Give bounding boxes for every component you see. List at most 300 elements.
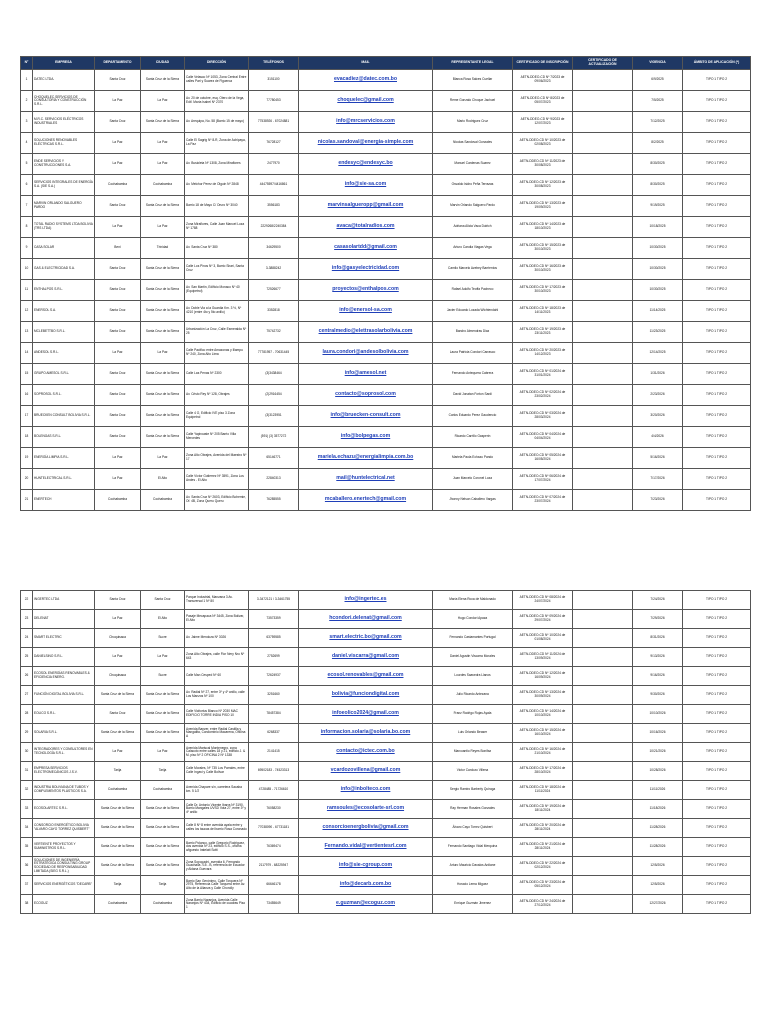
application-scope: TIPO 1 TIPO 2 bbox=[683, 895, 751, 914]
validity-date: 8/31/2026 bbox=[633, 629, 683, 648]
company-name: SERVICIOS INTEGRALES DE ENERGÍA S.A. (SIE S.A.) bbox=[33, 175, 95, 196]
row-number: 14 bbox=[21, 343, 33, 364]
header-cell: CERTIFICADO DE INSCRIPCIÓN bbox=[513, 57, 573, 70]
legal-representative: Ricardo Carrillo Gasperin bbox=[433, 427, 513, 448]
company-name: SOLUCIONES RENOVABLES ELÉCTRICAS S.R.L. bbox=[33, 133, 95, 154]
legal-representative: Lourdes Saavedra Llanos bbox=[433, 667, 513, 686]
address: Avenida Mariscal Montenegro, zona Calacoto entre calles 18 y 21, edificio J. & M. piso Nº 2 OFICINA 2 Nº 1338 bbox=[185, 743, 249, 762]
city: Santa Cruz de la Sierra bbox=[141, 838, 185, 857]
phones: 3556183 bbox=[249, 196, 299, 217]
phones: 78457384 bbox=[249, 705, 299, 724]
city: La Paz bbox=[141, 448, 185, 469]
application-scope: TIPO 1 TIPO 2 bbox=[683, 705, 751, 724]
company-name: ENERSOL S.A. bbox=[33, 301, 95, 322]
company-name: ECOSOLARTEC S.R.L. bbox=[33, 800, 95, 819]
address: Urbanización La Cruz, Calle Esmeralda Nº 25 bbox=[185, 322, 249, 343]
table-row bbox=[21, 406, 751, 427]
company-name: TOTAL RADIO SYSTEMS LTDA BOLIVIA (TRS LTDA) bbox=[33, 217, 95, 238]
table-body bbox=[21, 70, 751, 511]
validity-date: 4/4/2026 bbox=[633, 427, 683, 448]
legal-representative: Julio Ricardo Antezana bbox=[433, 686, 513, 705]
registration-certificate: AETN-DDEO-CD Nº 08/2024 de 24/07/2024 bbox=[513, 591, 573, 610]
legal-representative: Javier Eduardo Lozada Wichtendahl bbox=[433, 301, 513, 322]
registration-certificate: AETN-DDEO-CD Nº 06/2024 de 17/07/2024 bbox=[513, 469, 573, 490]
legal-representative: Carlos Eduardo Perez Gaudencio bbox=[433, 406, 513, 427]
email-link[interactable]: ecosol.renovables@gmail.com bbox=[299, 667, 433, 686]
update-certificate bbox=[573, 217, 633, 238]
update-certificate bbox=[573, 112, 633, 133]
table-row bbox=[21, 610, 751, 629]
update-certificate bbox=[573, 838, 633, 857]
email-link[interactable]: info@gasyelectricidad.com bbox=[299, 259, 433, 280]
company-name: INGERTEC LTDA bbox=[33, 591, 95, 610]
city: Santa Cruz de la Sierra bbox=[141, 322, 185, 343]
update-certificate bbox=[573, 800, 633, 819]
application-scope: TIPO 1 TIPO 2 bbox=[683, 591, 751, 610]
row-number: 11 bbox=[21, 280, 33, 301]
row-number: 18 bbox=[21, 427, 33, 448]
validity-date: 11/18/2026 bbox=[633, 800, 683, 819]
phones: 3251660 bbox=[249, 686, 299, 705]
phones: 2752699 bbox=[249, 648, 299, 667]
phones: 4728485 - 71726610 bbox=[249, 781, 299, 800]
validity-date: 8/30/2025 bbox=[633, 175, 683, 196]
phones: 77780453 bbox=[249, 91, 299, 112]
row-number: 16 bbox=[21, 385, 33, 406]
city: Santa Cruz de la Sierra bbox=[141, 406, 185, 427]
row-number: 5 bbox=[21, 154, 33, 175]
address: Barrio 18 de Mayo C/ Oruro Nº 3040 bbox=[185, 196, 249, 217]
table-row bbox=[21, 448, 751, 469]
update-certificate bbox=[573, 406, 633, 427]
email-link[interactable]: choquelec@gmail.com bbox=[299, 91, 433, 112]
company-name: DATEC LTDA. bbox=[33, 70, 95, 91]
header-cell: EMPRESA bbox=[33, 57, 95, 70]
row-number: 32 bbox=[21, 781, 33, 800]
validity-date: 12/5/2026 bbox=[633, 857, 683, 876]
phones: (2)2916454 bbox=[249, 385, 299, 406]
legal-representative: Rafael Adolfo Teoffa Pacheco bbox=[433, 280, 513, 301]
address: Zona Sopocachi, avenida 6, Fernando Guachalla 715 - B, referencia de Ecuador y Aldana Guevara bbox=[185, 857, 249, 876]
registration-certificate: AETN-DDEO-CD Nº 07/2024 de 23/07/2024 bbox=[513, 490, 573, 511]
email-link[interactable]: mail@huntelectrical.net bbox=[299, 469, 433, 490]
registration-certificate: AETN-DDEO-CD Nº 9/2023 de 12/07/2023 bbox=[513, 112, 573, 133]
validity-date: 5/16/2026 bbox=[633, 448, 683, 469]
table-row bbox=[21, 322, 751, 343]
department: La Paz bbox=[95, 217, 141, 238]
city: El Alto bbox=[141, 469, 185, 490]
email-link[interactable]: avaca@totalradios.com bbox=[299, 217, 433, 238]
phones: 73573359 bbox=[249, 610, 299, 629]
validity-date: 7/17/2026 bbox=[633, 469, 683, 490]
email-link[interactable]: nicolas.sandoval@energia-simple.com bbox=[299, 133, 433, 154]
email-link[interactable]: contacto@ictec.com.bo bbox=[299, 743, 433, 762]
registration-certificate: AETN-DDEO-CD Nº 05/2024 de 16/05/2024 bbox=[513, 448, 573, 469]
application-scope: TIPO 1 TIPO 2 bbox=[683, 629, 751, 648]
address: Avenida Banzer, entre Radial Castilla y Mangalita, Condominio Macarena, Oficina A bbox=[185, 724, 249, 743]
legal-representative: Arturo Mauricio Davalos Ardiane bbox=[433, 857, 513, 876]
department: Santa Cruz bbox=[95, 705, 141, 724]
registration-certificate: AETN-DDEO-CD Nº 03/2024 de 28/03/2024 bbox=[513, 406, 573, 427]
row-number: 36 bbox=[21, 857, 33, 876]
table-row bbox=[21, 175, 751, 196]
registry-table-section-2 bbox=[20, 590, 751, 914]
department: Santa Cruz bbox=[95, 70, 141, 91]
update-certificate bbox=[573, 686, 633, 705]
row-number: 30 bbox=[21, 743, 33, 762]
table-row bbox=[21, 343, 751, 364]
phones: (3)3123951 bbox=[249, 406, 299, 427]
city: Santa Cruz de la Sierra bbox=[141, 259, 185, 280]
email-link[interactable]: consorcioenergbolivia@gmail.com bbox=[299, 819, 433, 838]
email-link[interactable]: smart.electric.bo@gmail.com bbox=[299, 629, 433, 648]
table-row bbox=[21, 591, 751, 610]
application-scope: TIPO 1 TIPO 2 bbox=[683, 490, 751, 511]
validity-date: 11/28/2026 bbox=[633, 819, 683, 838]
department: Tarija bbox=[95, 762, 141, 781]
city: Santa Cruz de la Sierra bbox=[141, 280, 185, 301]
update-certificate bbox=[573, 490, 633, 511]
application-scope: TIPO 1 TIPO 2 bbox=[683, 819, 751, 838]
row-number: 34 bbox=[21, 819, 33, 838]
application-scope: TIPO 1 TIPO 2 bbox=[683, 800, 751, 819]
registration-certificate: AETN-DDEO-CD Nº 19/2024 de 18/11/2024 bbox=[513, 800, 573, 819]
update-certificate bbox=[573, 343, 633, 364]
company-name: MCLEBETTBO S.R.L. bbox=[33, 322, 95, 343]
address: Calle Yapiroaste Nº 205 Barrio Villa Mercedes bbox=[185, 427, 249, 448]
application-scope: TIPO 1 TIPO 2 bbox=[683, 343, 751, 364]
email-link[interactable]: centralmedio@elettrasolarbolivia.com bbox=[299, 322, 433, 343]
application-scope: TIPO 1 TIPO 2 bbox=[683, 238, 751, 259]
department: Santa Cruz bbox=[95, 364, 141, 385]
update-certificate bbox=[573, 385, 633, 406]
registration-certificate: AETN-DDEO-CD Nº 23/2024 de 05/12/2024 bbox=[513, 876, 573, 895]
email-link[interactable]: bolivia@funciondigital.com bbox=[299, 686, 433, 705]
application-scope: TIPO 1 TIPO 2 bbox=[683, 648, 751, 667]
registration-certificate: AETN-DDEO-CD Nº 13/2023 de 19/09/2023 bbox=[513, 196, 573, 217]
legal-representative: María Elena Roca de Maldonado bbox=[433, 591, 513, 610]
row-number: 31 bbox=[21, 762, 33, 781]
table-row bbox=[21, 217, 751, 238]
validity-date: 12/14/2025 bbox=[633, 343, 683, 364]
phones: 75742732 bbox=[249, 322, 299, 343]
registration-certificate: AETN-DDEO-CD Nº 17/2024 de 28/10/2024 bbox=[513, 762, 573, 781]
company-name: EMPRESA SERVICIOS ELECTROMECÁNICOS J.S.V. bbox=[33, 762, 95, 781]
phones: 2229268/2240384 bbox=[249, 217, 299, 238]
legal-representative: Fernando Antequera Cabrera bbox=[433, 364, 513, 385]
city: Trinidad bbox=[141, 238, 185, 259]
validity-date: 2/23/2026 bbox=[633, 385, 683, 406]
email-link[interactable]: infoeolico2024@gmail.com bbox=[299, 705, 433, 724]
validity-date: 10/28/2026 bbox=[633, 762, 683, 781]
row-number: 29 bbox=[21, 724, 33, 743]
email-link[interactable]: marvinsalgueropp@gmail.com bbox=[299, 196, 433, 217]
application-scope: TIPO 1 TIPO 2 bbox=[683, 762, 751, 781]
table-row bbox=[21, 648, 751, 667]
application-scope: TIPO 1 TIPO 2 bbox=[683, 857, 751, 876]
row-number: 15 bbox=[21, 364, 33, 385]
company-name: GAS & ELECTRICIDAD S.A. bbox=[33, 259, 95, 280]
city: La Paz bbox=[141, 648, 185, 667]
table-row bbox=[21, 800, 751, 819]
validity-date: 12/5/2026 bbox=[633, 876, 683, 895]
table-row bbox=[21, 280, 751, 301]
validity-date: 7/12/2025 bbox=[633, 112, 683, 133]
table-row bbox=[21, 301, 751, 322]
update-certificate bbox=[573, 876, 633, 895]
registration-certificate: AETN-DDEO-CD Nº 14/2024 de 10/10/2024 bbox=[513, 705, 573, 724]
validity-date: 7/23/2026 bbox=[633, 490, 683, 511]
validity-date: 10/21/2026 bbox=[633, 743, 683, 762]
phones: 3352818 bbox=[249, 301, 299, 322]
company-name: DANIELSINO S.R.L. bbox=[33, 648, 95, 667]
department: Cochabamba bbox=[95, 490, 141, 511]
validity-date: 8/2/2025 bbox=[633, 133, 683, 154]
application-scope: TIPO 1 TIPO 2 bbox=[683, 217, 751, 238]
phones: 3-3888242 bbox=[249, 259, 299, 280]
city: Santa Cruz de la Sierra bbox=[141, 819, 185, 838]
city: Cochabamba bbox=[141, 781, 185, 800]
email-link[interactable]: info@mrcservicios.com bbox=[299, 112, 433, 133]
address: Av. Cristo Rey Nº 128, Obrajes bbox=[185, 385, 249, 406]
header-cell: MAIL bbox=[299, 57, 433, 70]
company-name: FUNCIÓN DIGITAL BOLIVIA S.R.L. bbox=[33, 686, 95, 705]
email-link[interactable]: info@inbolteco.com bbox=[299, 781, 433, 800]
table-row bbox=[21, 857, 751, 876]
table-row bbox=[21, 112, 751, 133]
application-scope: TIPO 1 TIPO 2 bbox=[683, 112, 751, 133]
email-link[interactable]: daniel.viscarra@gmail.com bbox=[299, 648, 433, 667]
company-name: SOLARIA S.R.L. bbox=[33, 724, 95, 743]
registration-certificate: AETN-DDEO-CD Nº 12/2024 de 16/09/2024 bbox=[513, 667, 573, 686]
email-link[interactable]: info@ingertec.es bbox=[299, 591, 433, 610]
email-link[interactable]: info@sie-cgroup.com bbox=[299, 857, 433, 876]
address: Av. Santa Cruz Nº 2603, Edificio Bohemie, Of. 4B, Zona Queru Queru bbox=[185, 490, 249, 511]
department: Beni bbox=[95, 238, 141, 259]
row-number: 3 bbox=[21, 112, 33, 133]
email-link[interactable]: endesyc@endesyc.bo bbox=[299, 154, 433, 175]
legal-representative: Sergio Ramiro Barberly Quiroga bbox=[433, 781, 513, 800]
registration-certificate: AETN-DDEO-CD Nº 10/2024 de 01/08/2024 bbox=[513, 629, 573, 648]
city: La Paz bbox=[141, 343, 185, 364]
city: Santa Cruz de la Sierra bbox=[141, 70, 185, 91]
email-link[interactable]: e.guzman@ecoguz.com bbox=[299, 895, 433, 914]
application-scope: TIPO 1 TIPO 2 bbox=[683, 70, 751, 91]
application-scope: TIPO 1 TIPO 2 bbox=[683, 469, 751, 490]
city: Tarija bbox=[141, 762, 185, 781]
legal-representative: Reme Gonzalo Choque Jachuel bbox=[433, 91, 513, 112]
registration-certificate: AETN-DDEO-CD Nº 18/2024 de 11/11/2024 bbox=[513, 781, 573, 800]
department: Santa Cruz bbox=[95, 259, 141, 280]
validity-date: 11/14/2025 bbox=[633, 301, 683, 322]
phones: 3151100 bbox=[249, 70, 299, 91]
phones: 34629500 bbox=[249, 238, 299, 259]
email-link[interactable]: info@sie-sa.com bbox=[299, 175, 433, 196]
application-scope: TIPO 1 TIPO 2 bbox=[683, 322, 751, 343]
row-number: 26 bbox=[21, 667, 33, 686]
email-link[interactable]: informacion.solaria@solaria.bo.com bbox=[299, 724, 433, 743]
email-link[interactable]: contacto@soprosol.com bbox=[299, 385, 433, 406]
registration-certificate: AETN-DDEO-CD Nº 13/2024 de 30/09/2024 bbox=[513, 686, 573, 705]
row-number: 13 bbox=[21, 322, 33, 343]
email-link[interactable]: laura.condori@andesolbolivia.com bbox=[299, 343, 433, 364]
header-cell: CIUDAD bbox=[141, 57, 185, 70]
email-link[interactable]: info@decarb.com.bo bbox=[299, 876, 433, 895]
phones: 2117979 - 68225947 bbox=[249, 857, 299, 876]
address: Calle Man Cesped Nº 60 bbox=[185, 667, 249, 686]
application-scope: TIPO 1 TIPO 2 bbox=[683, 175, 751, 196]
update-certificate bbox=[573, 238, 633, 259]
header-cell: N° bbox=[21, 57, 33, 70]
department: La Paz bbox=[95, 469, 141, 490]
email-link[interactable]: Fernando.vidal@vertientesrl.com bbox=[299, 838, 433, 857]
validity-date: 9/30/2026 bbox=[633, 686, 683, 705]
validity-date: 10/30/2025 bbox=[633, 280, 683, 301]
email-link[interactable]: info@bruecken-consult.com bbox=[299, 406, 433, 427]
phones: 63759585 bbox=[249, 629, 299, 648]
update-certificate bbox=[573, 648, 633, 667]
application-scope: TIPO 1 TIPO 2 bbox=[683, 259, 751, 280]
phones: 77781957 - 70631445 bbox=[249, 343, 299, 364]
registration-certificate: AETN-DDEO-CD Nº 14/2023 de 18/10/2023 bbox=[513, 217, 573, 238]
department: Tarija bbox=[95, 876, 141, 895]
department: Chuquisaca bbox=[95, 667, 141, 686]
row-number: 7 bbox=[21, 196, 33, 217]
department: Cochabamba bbox=[95, 175, 141, 196]
legal-representative: Franz Rodrigo Rojas Ayala bbox=[433, 705, 513, 724]
row-number: 27 bbox=[21, 686, 33, 705]
update-certificate bbox=[573, 133, 633, 154]
validity-date: 6/9/2025 bbox=[633, 70, 683, 91]
department: Cochabamba bbox=[95, 781, 141, 800]
registration-certificate: AETN-DDEO-CD Nº 12/2023 de 30/08/2023 bbox=[513, 175, 573, 196]
address: Calle Víctor Gutierrez Nº 3591, Zona Los Andes - El Alto bbox=[185, 469, 249, 490]
department: Santa Cruz bbox=[95, 385, 141, 406]
update-certificate bbox=[573, 364, 633, 385]
row-number: 12 bbox=[21, 301, 33, 322]
legal-representative: Blanca Rosa Salces Cuellar bbox=[433, 70, 513, 91]
department: La Paz bbox=[95, 154, 141, 175]
validity-date: 1/31/2026 bbox=[633, 364, 683, 385]
validity-date: 9/16/2026 bbox=[633, 667, 683, 686]
city: Santa Cruz de la Sierra bbox=[141, 800, 185, 819]
email-link[interactable]: casasolartdd@gmail.com bbox=[299, 238, 433, 259]
update-certificate bbox=[573, 629, 633, 648]
update-certificate bbox=[573, 610, 633, 629]
update-certificate bbox=[573, 857, 633, 876]
row-number: 33 bbox=[21, 800, 33, 819]
city: La Paz bbox=[141, 217, 185, 238]
registration-certificate: AETN-DDEO-CD Nº 16/2023 de 30/10/2023 bbox=[513, 259, 573, 280]
legal-representative: Bandro Almendras Diaz bbox=[433, 322, 513, 343]
address: Calle Morales, Nº 735 Los Parrales, entre Calle Ingavi y Calle Bolivar bbox=[185, 762, 249, 781]
registration-certificate: AETN-DDEO-CD Nº 10/2023 de 02/08/2023 bbox=[513, 133, 573, 154]
legal-representative: Mario Rodriguez Cruz bbox=[433, 112, 513, 133]
validity-date: 10/16/2026 bbox=[633, 724, 683, 743]
legal-representative: David Jonatan Forton Sardi bbox=[433, 385, 513, 406]
table-row bbox=[21, 469, 751, 490]
table-row bbox=[21, 385, 751, 406]
update-certificate bbox=[573, 705, 633, 724]
company-name: M.R.C. SERVICIOS ELÉCTRICOS INDUSTRIALES bbox=[33, 112, 95, 133]
row-number: 38 bbox=[21, 895, 33, 914]
email-link[interactable]: info@amesol.net bbox=[299, 364, 433, 385]
city: El Alto bbox=[141, 610, 185, 629]
address: Calle Pacifico entre Amazonas y Illampu Nº 240, Zona Alto Lima bbox=[185, 343, 249, 364]
update-certificate bbox=[573, 469, 633, 490]
legal-representative: Ray Herman Rosales Gonzales bbox=[433, 800, 513, 819]
department: Santa Cruz de la Sierra bbox=[95, 857, 141, 876]
department: Santa Cruz de la Sierra bbox=[95, 819, 141, 838]
update-certificate bbox=[573, 591, 633, 610]
legal-representative: Osvaldo Isidro Peña Terrazas bbox=[433, 175, 513, 196]
table-row bbox=[21, 724, 751, 743]
company-name: MARVIN ORLANDO SALGUERO PARDO bbox=[33, 196, 95, 217]
address: Av. 20 de octubre, esq. Otero de la Vega, Edif. María Isabel Nº 2370 bbox=[185, 91, 249, 112]
email-link[interactable]: ramsoules@ecosolarte-srl.com bbox=[299, 800, 433, 819]
update-certificate bbox=[573, 667, 633, 686]
company-name: EOLICO S.R.L. bbox=[33, 705, 95, 724]
email-link[interactable]: hcondori.delenat@gmail.com bbox=[299, 610, 433, 629]
row-number: 19 bbox=[21, 448, 33, 469]
validity-date: 8/30/2025 bbox=[633, 154, 683, 175]
department: Santa Cruz bbox=[95, 406, 141, 427]
email-link[interactable]: mcaballero.enertech@gmail.com bbox=[299, 490, 433, 511]
email-link[interactable]: proyectos@enthalpos.com bbox=[299, 280, 433, 301]
department: Santa Cruz bbox=[95, 301, 141, 322]
table-row bbox=[21, 819, 751, 838]
address: Calle Las Penas Nº 2300 bbox=[185, 364, 249, 385]
row-number: 35 bbox=[21, 838, 33, 857]
department: Santa Cruz bbox=[95, 427, 141, 448]
company-name: ENERTECH bbox=[33, 490, 95, 511]
company-name: SOPROSOL S.R.L. bbox=[33, 385, 95, 406]
header-cell: DEPARTAMENTO bbox=[95, 57, 141, 70]
application-scope: TIPO 1 TIPO 2 bbox=[683, 196, 751, 217]
department: La Paz bbox=[95, 343, 141, 364]
row-number: 24 bbox=[21, 629, 33, 648]
legal-representative: Marcoantio Reyes Bonifaz bbox=[433, 743, 513, 762]
table-row bbox=[21, 762, 751, 781]
legal-representative: Horacio Lema Miguez bbox=[433, 876, 513, 895]
legal-representative: Manuel Cardenas Suarez bbox=[433, 154, 513, 175]
email-link[interactable]: info@bolpegas.com bbox=[299, 427, 433, 448]
email-link[interactable]: evacadiez@datec.com.bo bbox=[299, 70, 433, 91]
email-link[interactable]: vcardozovillena@gmail.com bbox=[299, 762, 433, 781]
application-scope: TIPO 1 TIPO 2 bbox=[683, 876, 751, 895]
address: Zona Barrio Naranjos, Avenida Calle Naranjos Nº 434, Edificio de cuadras Piso 1 bbox=[185, 895, 249, 914]
city: Santa Cruz de la Sierra bbox=[141, 724, 185, 743]
phones: 22840313 bbox=[249, 469, 299, 490]
address: Zona Alto Obrajes, Avenida del Maestro Nº 17 bbox=[185, 448, 249, 469]
update-certificate bbox=[573, 724, 633, 743]
header-cell: ÁMBITO DE APLICACIÓN (*) bbox=[683, 57, 751, 70]
phones: 66646178 bbox=[249, 876, 299, 895]
department: La Paz bbox=[95, 133, 141, 154]
legal-representative: Laura Patricia Condori Carrasco bbox=[433, 343, 513, 364]
email-link[interactable]: mariela.echazu@energialimpia.com.bo bbox=[299, 448, 433, 469]
department: Santa Cruz de la Sierra bbox=[95, 724, 141, 743]
header-cell: DIRECCIÓN bbox=[185, 57, 249, 70]
address: Av. Busioleta Nº 1308, Zona Miraflores bbox=[185, 154, 249, 175]
update-certificate bbox=[573, 259, 633, 280]
email-link[interactable]: info@enersol-sa.com bbox=[299, 301, 433, 322]
table-row bbox=[21, 490, 751, 511]
company-name: ENERGÍA LIMPIA S.R.L. bbox=[33, 448, 95, 469]
phones: 76369474 bbox=[249, 838, 299, 857]
legal-representative: Juan Marcelo Coronel Loza bbox=[433, 469, 513, 490]
registration-certificate: AETN-DDEO-CD Nº 22/2024 de 02/12/2024 bbox=[513, 857, 573, 876]
